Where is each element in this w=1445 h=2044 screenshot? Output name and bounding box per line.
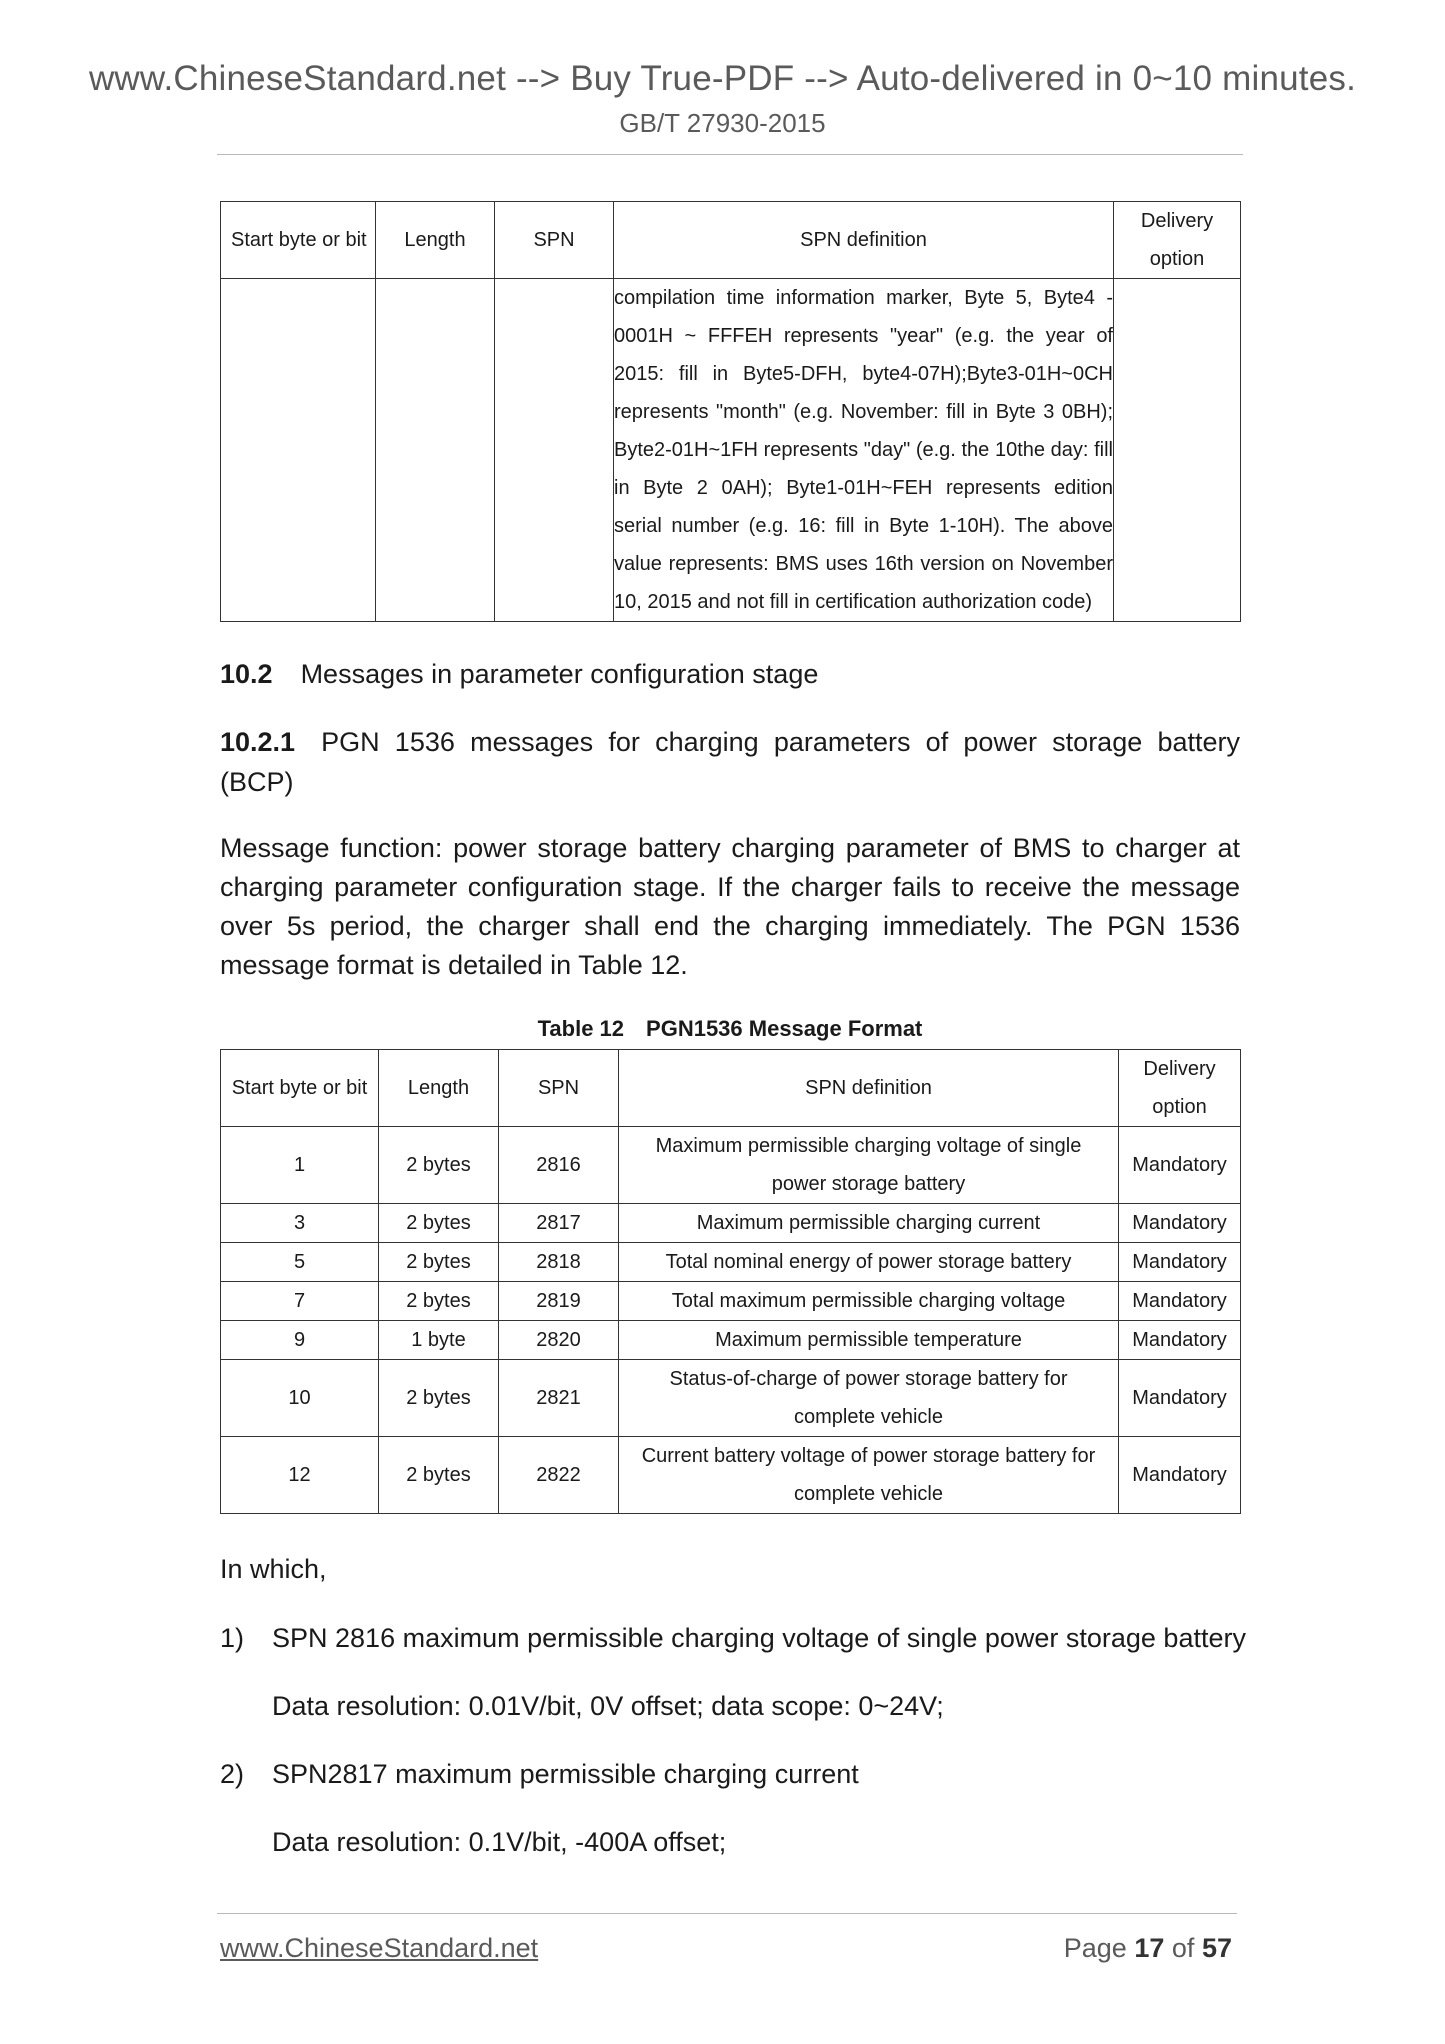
list-item-text: SPN 2816 maximum permissible charging voltage of single power storage battery xyxy=(272,1623,1246,1653)
list-marker: 1) xyxy=(220,1623,245,1653)
caption-number: Table 12 xyxy=(537,1016,625,1041)
cell-start-byte: 10 xyxy=(221,1360,379,1437)
table-12-caption xyxy=(220,1014,1240,1044)
cell-delivery-option: Mandatory xyxy=(1119,1360,1241,1437)
cell-spn-definition: Maximum permissible temperature xyxy=(619,1321,1119,1360)
cell-spn: 2818 xyxy=(499,1243,619,1282)
table-row xyxy=(221,279,1241,622)
table-row xyxy=(221,1437,1241,1514)
cell-length: 2 bytes xyxy=(379,1127,499,1204)
cell-spn: 2821 xyxy=(499,1360,619,1437)
table-header-row xyxy=(221,202,1241,279)
table-row xyxy=(221,1321,1241,1360)
cell-length xyxy=(376,279,495,622)
cell-start-byte xyxy=(221,279,376,622)
cell-spn: 2822 xyxy=(499,1437,619,1514)
table-row xyxy=(221,1127,1241,1204)
header-delivery-option: Delivery option xyxy=(1114,202,1241,279)
page-of-label: of xyxy=(1171,1933,1195,1963)
list-item-detail: Data resolution: 0.01V/bit, 0V offset; data scope: 0~24V; xyxy=(272,1691,944,1721)
cell-delivery-option: Mandatory xyxy=(1119,1282,1241,1321)
cell-spn: 2820 xyxy=(499,1321,619,1360)
cell-spn: 2816 xyxy=(499,1127,619,1204)
cell-delivery-option xyxy=(1114,279,1241,622)
section-title: PGN 1536 messages for charging parameters of power storage battery (BCP) xyxy=(220,727,1240,797)
list-item-text: SPN2817 maximum permissible charging current xyxy=(272,1759,859,1789)
section-heading-10-2 xyxy=(220,654,818,694)
standard-number: GB/T 27930-2015 xyxy=(619,108,826,138)
cell-length: 2 bytes xyxy=(379,1437,499,1514)
page-number xyxy=(1064,1928,1232,1968)
table-11-continuation xyxy=(220,201,1241,622)
footer-divider xyxy=(217,1913,1237,1914)
list-marker: 2) xyxy=(220,1759,245,1789)
cell-spn-definition: Maximum permissible charging current xyxy=(619,1204,1119,1243)
table-12 xyxy=(220,1049,1241,1514)
section-heading-10-2-1 xyxy=(220,722,1240,802)
cell-delivery-option: Mandatory xyxy=(1119,1127,1241,1204)
header-delivery-option: Delivery option xyxy=(1119,1050,1241,1127)
header-length: Length xyxy=(379,1050,499,1127)
table-row xyxy=(221,1204,1241,1243)
cell-spn-definition: Status-of-charge of power storage battery for complete vehicle xyxy=(619,1360,1119,1437)
cell-delivery-option: Mandatory xyxy=(1119,1243,1241,1282)
footer-website-link[interactable]: www.ChineseStandard.net xyxy=(220,1933,539,1963)
section-number: 10.2.1 xyxy=(220,727,296,757)
page-header xyxy=(0,56,1445,142)
in-which-label: In which, xyxy=(220,1554,327,1584)
page-total: 57 xyxy=(1201,1933,1232,1963)
cell-start-byte: 1 xyxy=(221,1127,379,1204)
cell-spn: 2819 xyxy=(499,1282,619,1321)
cell-spn-definition: Maximum permissible charging voltage of single power storage battery xyxy=(619,1127,1119,1204)
header-start-byte: Start byte or bit xyxy=(221,202,376,279)
header-divider xyxy=(217,154,1243,155)
cell-spn-definition: Total nominal energy of power storage battery xyxy=(619,1243,1119,1282)
caption-title: PGN1536 Message Format xyxy=(646,1016,923,1041)
header-spn-definition: SPN definition xyxy=(614,202,1114,279)
table-row xyxy=(221,1360,1241,1437)
list-item xyxy=(220,1754,859,1794)
cell-length: 1 byte xyxy=(379,1321,499,1360)
cell-spn-definition: compilation time information marker, Byte 5, Byte4 - 0001H ~ FFFEH represents "year" (e.g. the year of 2015: fill in Byte5-DFH, byte4-07H);Byte3-01H~0CH represents "month" (e.g. November: fill in Byte 3 0BH); Byte2-01H~1FH represents "day" (e.g. the 10the day: fill in Byte 2 0AH); Byte1-01H~FEH represents edition serial number (e.g. 16: fill in Byte 1-10H). The above value represents: BMS uses 16th version on November 10, 2015 and not fill in certification authorization code) xyxy=(614,279,1114,622)
cell-length: 2 bytes xyxy=(379,1204,499,1243)
page-current: 17 xyxy=(1134,1933,1165,1963)
cell-start-byte: 12 xyxy=(221,1437,379,1514)
header-start-byte: Start byte or bit xyxy=(221,1050,379,1127)
cell-spn xyxy=(495,279,614,622)
header-banner: www.ChineseStandard.net --> Buy True-PDF --> Auto-delivered in 0~10 minutes. xyxy=(88,59,1357,98)
cell-length: 2 bytes xyxy=(379,1360,499,1437)
section-title: Messages in parameter configuration stage xyxy=(300,659,819,689)
table-row xyxy=(221,1282,1241,1321)
list-item-detail: Data resolution: 0.1V/bit, -400A offset; xyxy=(272,1827,727,1857)
cell-start-byte: 9 xyxy=(221,1321,379,1360)
section-number: 10.2 xyxy=(220,659,273,689)
header-spn-definition: SPN definition xyxy=(619,1050,1119,1127)
header-length: Length xyxy=(376,202,495,279)
table-header-row xyxy=(221,1050,1241,1127)
cell-start-byte: 3 xyxy=(221,1204,379,1243)
header-spn: SPN xyxy=(499,1050,619,1127)
cell-start-byte: 7 xyxy=(221,1282,379,1321)
cell-length: 2 bytes xyxy=(379,1282,499,1321)
table-row xyxy=(221,1243,1241,1282)
cell-spn-definition: Current battery voltage of power storage battery for complete vehicle xyxy=(619,1437,1119,1514)
list-item xyxy=(220,1618,1246,1658)
cell-delivery-option: Mandatory xyxy=(1119,1437,1241,1514)
cell-start-byte: 5 xyxy=(221,1243,379,1282)
cell-spn: 2817 xyxy=(499,1204,619,1243)
cell-delivery-option: Mandatory xyxy=(1119,1204,1241,1243)
message-function-paragraph: Message function: power storage battery charging parameter of BMS to charger at charging parameter configuration stage. If the charger fails to receive the message over 5s period, the charger shall end the charging immediately. The PGN 1536 message format is detailed in Table 12. xyxy=(220,833,1240,980)
page-label: Page xyxy=(1063,1933,1127,1963)
cell-delivery-option: Mandatory xyxy=(1119,1321,1241,1360)
cell-length: 2 bytes xyxy=(379,1243,499,1282)
cell-spn-definition: Total maximum permissible charging voltage xyxy=(619,1282,1119,1321)
header-spn: SPN xyxy=(495,202,614,279)
